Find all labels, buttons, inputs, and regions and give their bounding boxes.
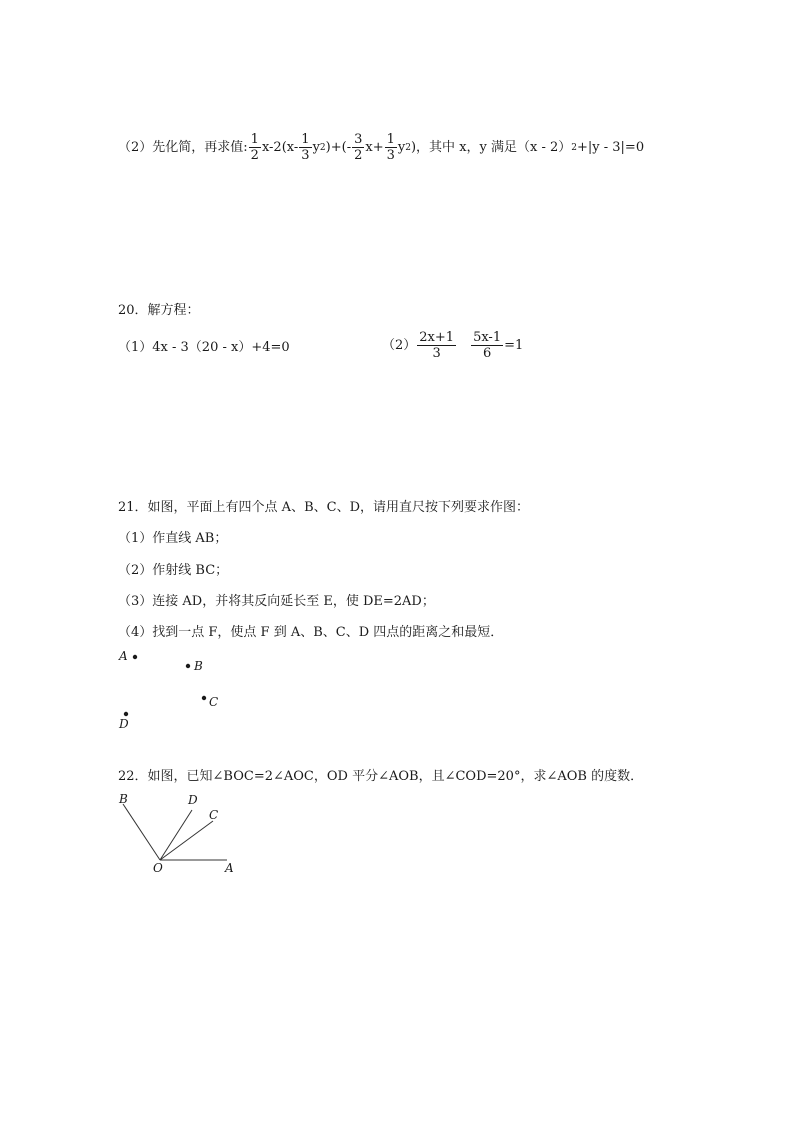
q21-title: 21．如图，平面上有四个点 A、B、C、D，请用直尺按下列要求作图： (118, 500, 529, 515)
point-B (186, 664, 190, 668)
point-A (133, 655, 137, 659)
q21-item-1: （1）作直线 AB； (118, 531, 228, 546)
q20-part1: （1）4x - 3（20 - x）+4=0 (118, 340, 290, 355)
ray-OC (160, 821, 213, 860)
label-D: D (119, 717, 129, 731)
ray-OD (160, 810, 192, 860)
label-A: A (119, 649, 128, 663)
q19-prefix: （2）先化简，再求值: (118, 139, 248, 155)
label-C: C (209, 695, 219, 709)
label-D: D (188, 793, 198, 807)
q19-part2-expression: （2）先化简，再求值: $\frac{1}{2}$ x-2(x- $\frac{1}{3}$ y 2 )+(- $\frac{3}{2}$ x+ $\frac{1}{3}$ y 2 )，其中 x，y 满足（x - 2） 2 +|y - 3|=0 (118, 132, 645, 163)
q21-item-4: （4）找到一点 F，使点 F 到 A、B、C、D 四点的距离之和最短． (118, 625, 504, 640)
q21-points-figure (110, 645, 310, 735)
point-C (202, 696, 206, 700)
q20-title: 20．解方程： (118, 303, 200, 318)
fraction-half: $\frac{1}{2}$ (250, 132, 259, 163)
point-D (124, 712, 128, 716)
fraction-third-a: $\frac{1}{3}$ (301, 132, 310, 163)
label-B: B (119, 792, 128, 806)
label-A: A (225, 861, 234, 875)
fraction-2x-plus-1: $\frac{2x+1}{3}$ (419, 330, 455, 361)
q22-angle-figure (110, 790, 260, 880)
ray-OB (123, 804, 160, 860)
fraction-three-halves: $\frac{3}{2}$ (354, 132, 363, 163)
label-C: C (209, 808, 219, 822)
q21-item-3: （3）连接 AD，并将其反向延长至 E，使 DE=2AD； (118, 594, 435, 609)
q20-part2: （2） $\frac{2x+1}{3}$ $\frac{5x-1}{6}$ =1 (382, 330, 524, 361)
fraction-5x-minus-1: $\frac{5x-1}{6}$ (473, 330, 502, 361)
label-O: O (153, 861, 163, 875)
label-B: B (194, 659, 203, 673)
q21-item-2: （2）作射线 BC； (118, 563, 229, 578)
q19-part2-line (118, 132, 644, 163)
fraction-third-b: $\frac{1}{3}$ (386, 132, 395, 163)
q22-title: 22．如图，已知∠BOC=2∠AOC，OD 平分∠AOB，且∠COD=20°，求∠AOB 的度数． (118, 769, 644, 784)
